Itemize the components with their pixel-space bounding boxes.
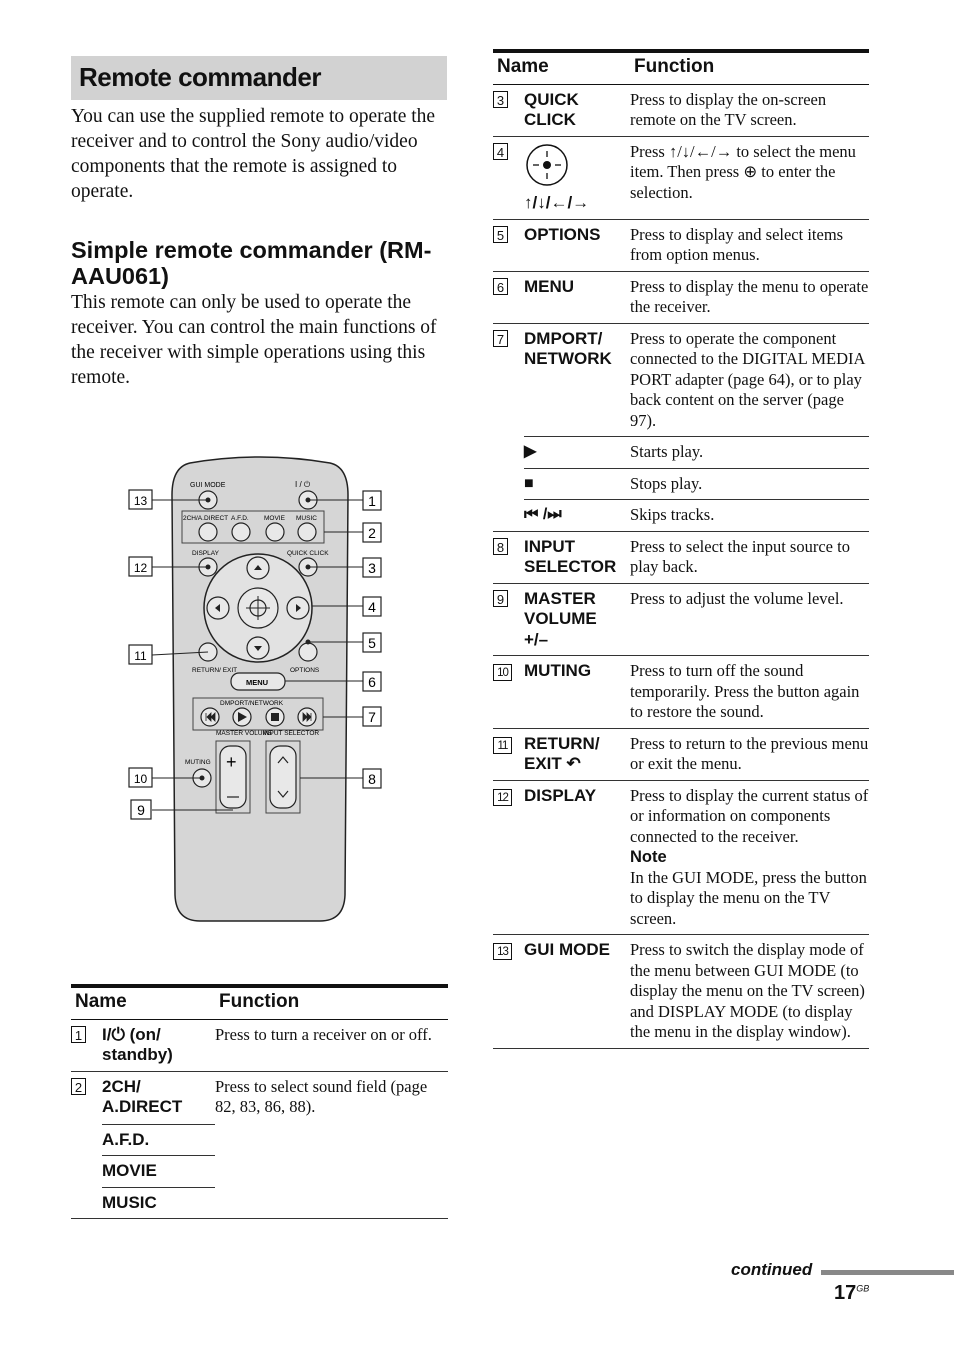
page-number — [834, 1282, 869, 1305]
music-label: MUSIC — [296, 515, 317, 522]
row-number: 6 — [493, 278, 508, 295]
afd-label: A.F.D. — [231, 515, 249, 522]
row-function: Starts play. — [630, 437, 869, 469]
return-exit-label: RETURN/ EXIT — [192, 667, 238, 674]
menu-label: MENU — [246, 678, 269, 687]
table-row — [493, 728, 869, 780]
row-function: Press to display and select items from option menus. — [630, 219, 869, 271]
stop-icon — [271, 713, 279, 721]
row-function: Press to display the menu to operate the receiver. — [630, 271, 869, 323]
row-subname: MOVIE — [102, 1156, 215, 1188]
name-header: Name — [71, 986, 215, 1019]
callout-2: 2 — [368, 525, 376, 541]
input-selector-rocker[interactable] — [270, 746, 296, 808]
row-name: I/⏻ (on/ standby) — [102, 1019, 215, 1071]
callout-3: 3 — [368, 560, 376, 576]
arrow-keys-label: ↑/↓/←/→ — [524, 193, 590, 212]
section-title: Remote commander — [71, 56, 447, 100]
note-heading: Note — [630, 848, 667, 866]
page-number-value: 17 — [834, 1282, 857, 1304]
callout-13: 13 — [133, 494, 148, 508]
table-row — [71, 1019, 448, 1071]
row-name: OPTIONS — [524, 219, 630, 271]
table-row — [493, 271, 869, 323]
movie-button[interactable] — [266, 523, 284, 541]
row-name: INPUT SELECTOR — [524, 531, 630, 583]
table-subrow — [493, 468, 869, 500]
play-symbol: ▶ — [524, 437, 630, 469]
display-function-text: Press to display the current status of or information on components connected to the receiver. — [630, 785, 869, 846]
callout-5: 5 — [368, 635, 376, 651]
row-number: 9 — [493, 590, 508, 607]
callout-4: 4 — [368, 599, 376, 615]
right-function-table — [493, 49, 869, 1049]
master-volume-label: MASTER VOLUME — [216, 730, 273, 737]
display-label: DISPLAY — [192, 550, 219, 557]
row-function — [630, 780, 869, 935]
table-subrow — [493, 437, 869, 469]
table-subrow — [493, 500, 869, 532]
subheading: Simple remote commander (RM-AAU061) — [71, 237, 432, 289]
row-name — [524, 136, 630, 219]
row-number: 8 — [493, 538, 508, 555]
callout-8: 8 — [368, 771, 376, 787]
callout-7: 7 — [368, 709, 376, 725]
callout-9: 9 — [137, 802, 145, 818]
row-number: 4 — [493, 143, 508, 160]
table-row — [493, 219, 869, 271]
volume-up-icon: + — [226, 752, 237, 772]
callout-6: 6 — [368, 674, 376, 690]
table-row — [71, 1071, 448, 1124]
row-name: QUICK CLICK — [524, 84, 630, 136]
row-function: Press to select the input source to play back. — [630, 531, 869, 583]
note-text: In the GUI MODE, press the button to display the menu on the TV screen. — [630, 867, 867, 928]
callout-12: 12 — [133, 561, 148, 575]
callout-1: 1 — [368, 493, 376, 509]
row-function: Press to turn a receiver on or off. — [215, 1019, 448, 1071]
2ch-button[interactable] — [199, 523, 217, 541]
table-row — [493, 84, 869, 136]
table-row — [493, 531, 869, 583]
row-number: 11 — [493, 737, 512, 754]
row-number: 10 — [493, 664, 512, 681]
row-function: Press to turn off the sound temporarily. Press the button again to restore the sound. — [630, 656, 869, 729]
function-header: Function — [630, 51, 869, 84]
remote-illustration — [120, 455, 400, 925]
row-number: 13 — [493, 943, 512, 960]
row-name: GUI MODE — [524, 935, 630, 1049]
row-function: Press to return to the previous menu or exit the menu. — [630, 728, 869, 780]
row-subname: MUSIC — [102, 1187, 215, 1219]
row-name: 2CH/ A.DIRECT — [102, 1076, 183, 1116]
row-function: Stops play. — [630, 468, 869, 500]
name-header: Name — [493, 51, 630, 84]
table-row — [493, 323, 869, 437]
row-name: MENU — [524, 271, 630, 323]
row-function: Press to display the on-screen remote on the TV screen. — [630, 84, 869, 136]
2ch-label: 2CH/A.DIRECT — [183, 515, 229, 522]
input-selector-label: INPUT SELECTOR — [263, 730, 320, 737]
options-label: OPTIONS — [290, 667, 320, 674]
gui-mode-label: GUI MODE — [190, 482, 226, 489]
row-number: 7 — [493, 330, 508, 347]
row-number: 12 — [493, 789, 512, 806]
row-function: Press to operate the component connected to the DIGITAL MEDIA PORT adapter (page 64), or to play back content on the server (page 97). — [630, 328, 865, 430]
row-name: DISPLAY — [524, 780, 630, 935]
row-name: MASTER VOLUME +/– — [524, 583, 630, 656]
row-name: MUTING — [524, 656, 630, 729]
power-label: I / ⏻ — [295, 480, 311, 489]
row-function: Press ↑/↓/←/→ to select the menu item. Then press ⊕ to enter the selection. — [630, 136, 869, 219]
row-number: 2 — [71, 1078, 86, 1095]
row-function: Press to adjust the volume level. — [630, 583, 869, 656]
row-function: Skips tracks. — [630, 500, 869, 532]
dmport-label: DMPORT/NETWORK — [220, 700, 284, 707]
row-number: 3 — [493, 91, 508, 108]
row-name: DMPORT/ NETWORK — [524, 328, 612, 368]
intro-paragraph: You can use the supplied remote to operate the receiver and to control the Sony audio/video components that the remote is assigned to operate. — [71, 106, 436, 202]
row-subname: A.F.D. — [102, 1124, 215, 1156]
muting-label: MUTING — [185, 759, 211, 766]
skip-symbol: ⏮ /⏭ — [524, 500, 630, 532]
table-row — [493, 136, 869, 219]
function-header: Function — [215, 986, 448, 1019]
row-name: RETURN/ EXIT ↶ — [524, 728, 630, 780]
row-function: Press to select sound field (page 82, 83, 86, 88). — [215, 1071, 448, 1219]
afd-button[interactable] — [232, 523, 250, 541]
movie-label: MOVIE — [264, 515, 285, 522]
enter-dpad-icon — [524, 142, 570, 188]
continued-bar — [821, 1270, 954, 1275]
row-number: 1 — [71, 1026, 86, 1043]
table-row — [493, 935, 869, 1049]
table-row — [493, 780, 869, 935]
music-button[interactable] — [298, 523, 316, 541]
stop-symbol: ■ — [524, 468, 630, 500]
table-row — [493, 656, 869, 729]
row-function: Press to switch the display mode of the menu between GUI MODE (to display the menu on the TV screen) and DISPLAY MODE (to display the menu in the display window). — [630, 935, 869, 1049]
sub-intro-paragraph: This remote can only be used to operate the receiver. You can control the main functions of the receiver with simple operations using this remote. — [71, 292, 437, 388]
row-number: 5 — [493, 226, 508, 243]
callout-10: 10 — [133, 772, 148, 786]
continued-label: continued — [731, 1260, 813, 1279]
table-row — [493, 583, 869, 656]
callout-11: 11 — [134, 649, 147, 663]
page-suffix: GB — [856, 1283, 870, 1294]
left-function-table — [71, 984, 448, 1219]
quick-click-label: QUICK CLICK — [287, 550, 329, 557]
options-button[interactable] — [299, 643, 317, 661]
